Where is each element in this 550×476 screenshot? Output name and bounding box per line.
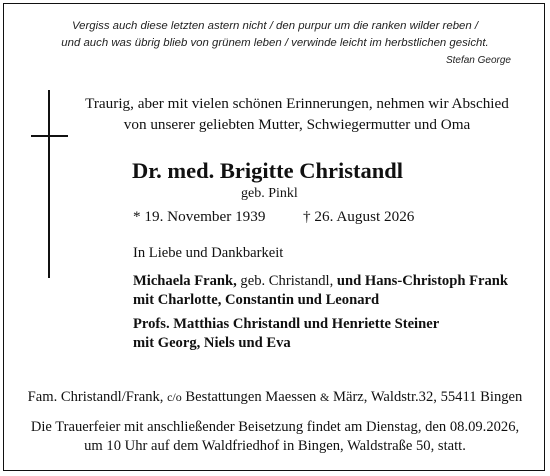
mourners-intro: In Liebe und Dankbarkeit: [133, 245, 284, 261]
family-1-name-a: Michaela Frank,: [133, 273, 237, 289]
cross-icon-horizontal: [31, 135, 68, 137]
family-1-geb: geb. Christandl,: [236, 273, 337, 289]
intro-text: [64, 93, 530, 135]
family-2-names: Profs. Matthias Christandl und Henriette Steiner: [133, 316, 440, 332]
address-part-3: März, Waldstr.32, 55411 Bingen: [329, 389, 523, 405]
family-1-line-2: [133, 291, 508, 310]
address-amp: &: [320, 390, 330, 404]
contact-address: [4, 389, 546, 406]
poem-quote: [4, 18, 546, 68]
address-part-2: Bestattungen Maessen: [181, 389, 320, 405]
family-1-line-1: [133, 272, 508, 291]
deceased-name: Dr. med. Brigitte Christandl: [132, 158, 404, 183]
family-1-children: mit Charlotte, Constantin und Leonard: [133, 292, 380, 308]
family-2: [133, 315, 439, 353]
cross-icon-vertical: [48, 90, 50, 278]
quote-line-1: Vergiss auch diese letzten astern nicht / den purpur um die ranken wilder reben /: [71, 20, 479, 32]
quote-author: Stefan George: [445, 55, 511, 66]
family-2-children: mit Georg, Niels und Eva: [133, 335, 291, 351]
funeral-line-2: um 10 Uhr auf dem Waldfriedhof in Bingen, Waldstraße 50, statt.: [84, 438, 466, 454]
address-part-1: Fam. Christandl/Frank,: [27, 389, 168, 405]
family-2-line-2: [133, 334, 439, 353]
address-co: c/o: [167, 390, 182, 404]
birth-date: * 19. November 1939: [133, 208, 266, 225]
family-2-line-1: [133, 315, 439, 334]
notice-frame: [3, 3, 545, 471]
intro-line-1: Traurig, aber mit vielen schönen Erinnerungen, nehmen wir Abschied: [85, 95, 509, 112]
death-date: † 26. August 2026: [303, 208, 415, 225]
quote-line-2: und auch was übrig blieb von grünem leben / verwinde leicht im herbstlichen gesicht.: [61, 37, 489, 49]
born-name: geb. Pinkl: [241, 186, 298, 201]
funeral-info: [4, 418, 546, 456]
funeral-line-1: Die Trauerfeier mit anschließender Beisetzung findet am Dienstag, den 08.09.2026,: [30, 419, 520, 435]
family-1: [133, 272, 508, 310]
intro-line-2: von unserer geliebten Mutter, Schwiegermutter und Oma: [123, 116, 471, 133]
family-1-name-b: und Hans-Christoph Frank: [336, 273, 509, 289]
